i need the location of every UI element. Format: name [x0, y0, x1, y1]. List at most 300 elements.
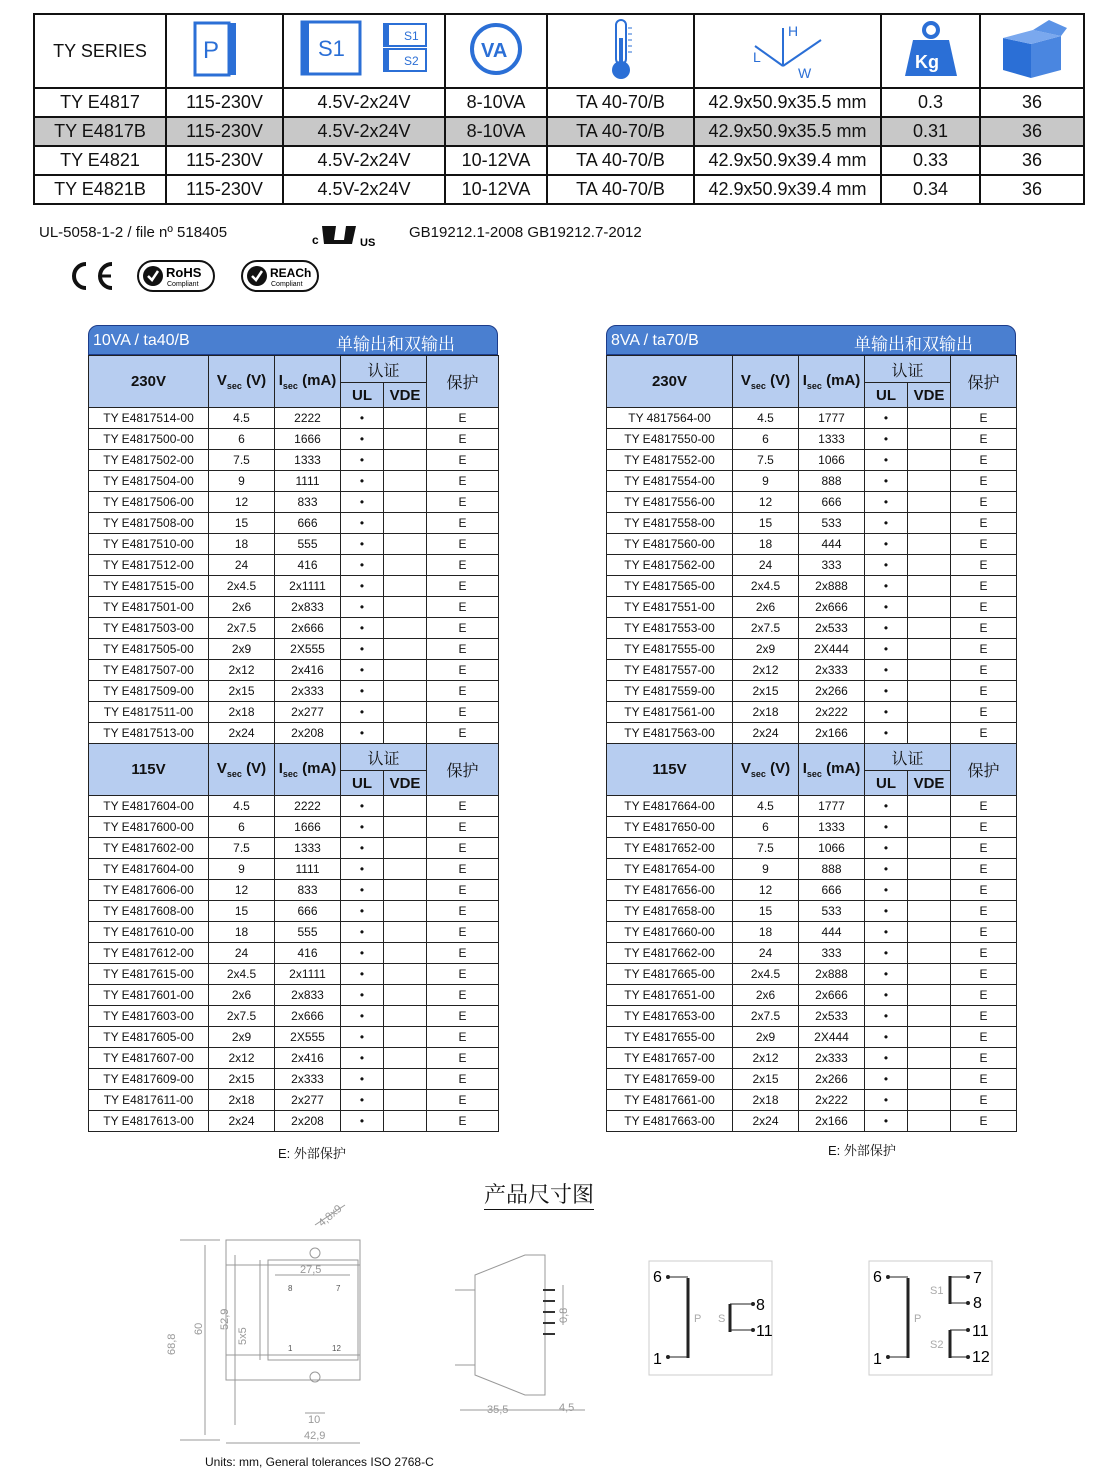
table-cell: •	[341, 964, 384, 985]
table-cell: •	[341, 660, 384, 681]
table-cell: TY E4817506-00	[89, 492, 209, 513]
table-row	[607, 1048, 1017, 1069]
primary-voltage-icon	[166, 14, 283, 88]
table-cell: E	[427, 1006, 499, 1027]
table-row	[89, 922, 499, 943]
table-cell: TY E4817563-00	[607, 723, 733, 744]
table-cell: TY E4817652-00	[607, 838, 733, 859]
table-cell: TY E4817604-00	[89, 796, 209, 817]
table-cell	[384, 723, 427, 744]
table-cell: TY E4817513-00	[89, 723, 209, 744]
table-row	[89, 492, 499, 513]
table-cell: E	[427, 450, 499, 471]
table-row	[607, 681, 1017, 702]
table-row	[89, 429, 499, 450]
table-cell: 2x7.5	[733, 1006, 799, 1027]
table-cell: 4.5	[733, 796, 799, 817]
table-row	[607, 429, 1017, 450]
table-row	[89, 639, 499, 660]
table-cell: 2x7.5	[209, 618, 275, 639]
table-cell	[908, 859, 951, 880]
table-cell: •	[341, 597, 384, 618]
table-row	[607, 450, 1017, 471]
summary-cell: 36	[980, 175, 1084, 204]
table-cell: 2x4.5	[209, 576, 275, 597]
table-row	[89, 555, 499, 576]
table-row	[607, 1027, 1017, 1048]
table-cell: TY E4817613-00	[89, 1111, 209, 1132]
table-cell: 2x24	[209, 1111, 275, 1132]
table-cell: 1666	[275, 429, 341, 450]
table-row	[89, 838, 499, 859]
table-cell	[908, 618, 951, 639]
svg-text:7: 7	[973, 1270, 982, 1287]
svg-text:1: 1	[288, 1344, 293, 1353]
svg-text:c: c	[312, 233, 319, 247]
table-cell: TY E4817552-00	[607, 450, 733, 471]
summary-cell: TY E4817	[34, 88, 166, 117]
table-cell: TY E4817551-00	[607, 597, 733, 618]
table-cell: 1111	[275, 859, 341, 880]
table-cell: 555	[275, 534, 341, 555]
table-cell: E	[427, 1027, 499, 1048]
table-cell	[908, 1090, 951, 1111]
gb-standards-text: GB19212.1-2008 GB19212.7-2012	[409, 224, 642, 241]
table-cell	[908, 702, 951, 723]
table-cell: E	[951, 681, 1017, 702]
summary-cell: 0.31	[881, 117, 980, 146]
table-cell: TY E4817504-00	[89, 471, 209, 492]
svg-text:42,9: 42,9	[304, 1430, 326, 1442]
table-row	[89, 1111, 499, 1132]
table-row	[89, 985, 499, 1006]
svg-text:0,8: 0,8	[558, 1307, 570, 1323]
table-cell: •	[341, 471, 384, 492]
table-cell: TY E4817503-00	[89, 618, 209, 639]
table-cell: •	[341, 513, 384, 534]
table-cell: TY E4817606-00	[89, 880, 209, 901]
table-cell: E	[951, 408, 1017, 429]
table-cell	[384, 880, 427, 901]
table-row	[607, 513, 1017, 534]
summary-cell: 4.5V-2x24V	[283, 175, 445, 204]
svg-text:4,5: 4,5	[559, 1402, 575, 1414]
table-cell: •	[865, 1069, 908, 1090]
table-cell: •	[341, 681, 384, 702]
table-cell: TY E4817603-00	[89, 1006, 209, 1027]
table-cell: 2x18	[733, 702, 799, 723]
table-cell	[384, 859, 427, 880]
table-cell: 24	[733, 555, 799, 576]
table-cell	[908, 922, 951, 943]
table-cell: TY E4817663-00	[607, 1111, 733, 1132]
table-cell: E	[427, 943, 499, 964]
table-cell	[384, 1027, 427, 1048]
table-cell: •	[341, 639, 384, 660]
table-cell: 2x333	[799, 660, 865, 681]
isec-header: $I_{sec}$ (mA)	[275, 744, 341, 796]
ul-header: UL	[341, 771, 384, 796]
table-cell	[384, 922, 427, 943]
summary-cell: 4.5V-2x24V	[283, 146, 445, 175]
table-cell: 2x6	[733, 597, 799, 618]
table-row	[607, 702, 1017, 723]
table-row	[607, 838, 1017, 859]
table-cell: TY E4817553-00	[607, 618, 733, 639]
table-cell: E	[951, 817, 1017, 838]
table-cell: 333	[799, 943, 865, 964]
table-cell: •	[865, 964, 908, 985]
table-cell: E	[427, 880, 499, 901]
table-row	[89, 450, 499, 471]
svg-text:12: 12	[972, 1349, 990, 1366]
table-cell: E	[951, 534, 1017, 555]
table-cell: E	[951, 859, 1017, 880]
table-cell: E	[427, 964, 499, 985]
summary-cell: 42.9x50.9x35.5 mm	[694, 117, 881, 146]
table-cell: 666	[275, 513, 341, 534]
temperature-icon	[547, 14, 694, 88]
svg-text:Kg: Kg	[914, 51, 939, 72]
table-cell: 18	[733, 922, 799, 943]
voltage-group-header: 115V	[89, 744, 209, 796]
table-cell: TY E4817612-00	[89, 943, 209, 964]
table-cell: •	[865, 922, 908, 943]
table-cell: 2222	[275, 796, 341, 817]
summary-cell: 0.3	[881, 88, 980, 117]
table-cell: 24	[209, 555, 275, 576]
table-cell: 4.5	[209, 408, 275, 429]
table-row	[89, 901, 499, 922]
table-cell	[908, 429, 951, 450]
table-cell: E	[427, 639, 499, 660]
table-cell	[908, 943, 951, 964]
table-cell: TY E4817512-00	[89, 555, 209, 576]
table-row	[607, 1069, 1017, 1090]
table-cell: E	[951, 702, 1017, 723]
table-cell: 1066	[799, 838, 865, 859]
table-cell: E	[951, 985, 1017, 1006]
table-cell	[908, 1048, 951, 1069]
table-cell: 2x277	[275, 702, 341, 723]
table-cell: 2x4.5	[733, 576, 799, 597]
table-row	[607, 817, 1017, 838]
series-summary-table	[33, 13, 1085, 205]
table-cell: •	[865, 723, 908, 744]
svg-text:S1: S1	[318, 35, 345, 61]
spec-header-row	[607, 744, 1017, 771]
svg-text:S2: S2	[930, 1339, 944, 1351]
spec-output-type: 单输出和双输出	[854, 335, 973, 354]
svg-text:H: H	[787, 22, 798, 39]
table-cell: 2x18	[209, 702, 275, 723]
table-cell: 444	[799, 534, 865, 555]
svg-text:REACh: REACh	[270, 266, 312, 280]
table-row	[607, 859, 1017, 880]
table-row	[607, 597, 1017, 618]
svg-text:S2: S2	[404, 53, 419, 68]
table-cell: 2x666	[799, 597, 865, 618]
table-cell: •	[341, 723, 384, 744]
table-cell: •	[865, 450, 908, 471]
table-row	[607, 1090, 1017, 1111]
front-view-drawing	[160, 1195, 400, 1450]
table-cell: 2X555	[275, 1027, 341, 1048]
table-cell: E	[427, 922, 499, 943]
table-cell: •	[865, 534, 908, 555]
ce-mark	[68, 260, 118, 297]
table-cell: 2x12	[209, 660, 275, 681]
table-cell: 12	[209, 492, 275, 513]
table-cell: E	[427, 817, 499, 838]
table-cell: 2x9	[733, 1027, 799, 1048]
voltage-group-header: 230V	[607, 356, 733, 408]
summary-cell: 8-10VA	[445, 117, 547, 146]
vde-header: VDE	[908, 771, 951, 796]
table-cell	[908, 534, 951, 555]
svg-text:12: 12	[332, 1344, 341, 1353]
table-cell: TY E4817515-00	[89, 576, 209, 597]
table-cell: •	[341, 555, 384, 576]
table-cell: 7.5	[209, 450, 275, 471]
protection-header: 保护	[951, 744, 1017, 796]
table-row	[89, 702, 499, 723]
summary-cell: TA 40-70/B	[547, 146, 694, 175]
units-note: Units: mm, General tolerances ISO 2768-C	[205, 1455, 434, 1469]
table-row	[89, 1090, 499, 1111]
table-cell: 15	[733, 901, 799, 922]
table-cell: TY E4817655-00	[607, 1027, 733, 1048]
table-cell: 2x1111	[275, 964, 341, 985]
spec-rating-label: 8VA / ta70/B	[611, 332, 699, 349]
summary-row	[34, 88, 1084, 117]
table-cell: •	[341, 408, 384, 429]
table-cell: •	[341, 1006, 384, 1027]
table-cell: •	[341, 1048, 384, 1069]
table-cell: 666	[799, 880, 865, 901]
protection-header: 保护	[427, 356, 499, 408]
table-cell: •	[865, 901, 908, 922]
table-row	[607, 880, 1017, 901]
svg-text:10: 10	[308, 1414, 321, 1426]
table-cell: 6	[733, 817, 799, 838]
table-cell: 2x208	[275, 723, 341, 744]
table-cell: 2x12	[733, 1048, 799, 1069]
table-cell: 2x18	[733, 1090, 799, 1111]
protection-header: 保护	[951, 356, 1017, 408]
table-cell: E	[951, 723, 1017, 744]
table-cell	[384, 681, 427, 702]
table-cell: TY 4817564-00	[607, 408, 733, 429]
table-cell: E	[951, 471, 1017, 492]
table-cell	[908, 681, 951, 702]
table-cell: E	[951, 1111, 1017, 1132]
isec-header: $I_{sec}$ (mA)	[275, 356, 341, 408]
table-cell: •	[865, 513, 908, 534]
svg-text:35,5: 35,5	[487, 1404, 509, 1416]
table-cell: •	[341, 492, 384, 513]
table-cell: 533	[799, 901, 865, 922]
table-cell: 9	[209, 859, 275, 880]
table-cell: 6	[209, 429, 275, 450]
table-cell	[384, 1111, 427, 1132]
reach-compliant-logo	[240, 259, 320, 298]
table-cell: E	[951, 555, 1017, 576]
table-cell: TY E4817500-00	[89, 429, 209, 450]
table-cell: TY E4817664-00	[607, 796, 733, 817]
summary-row	[34, 146, 1084, 175]
table-cell	[908, 660, 951, 681]
table-cell: 2x9	[209, 639, 275, 660]
table-cell: •	[341, 943, 384, 964]
table-cell	[908, 985, 951, 1006]
table-cell: E	[427, 408, 499, 429]
table-row	[607, 492, 1017, 513]
table-cell: 15	[733, 513, 799, 534]
table-cell	[908, 1069, 951, 1090]
table-cell: TY E4817615-00	[89, 964, 209, 985]
table-cell: 1777	[799, 796, 865, 817]
table-cell	[908, 576, 951, 597]
table-cell: 1333	[799, 429, 865, 450]
table-cell: •	[865, 597, 908, 618]
table-cell: 2x166	[799, 1111, 865, 1132]
table-cell: E	[951, 597, 1017, 618]
table-cell: 2x15	[733, 1069, 799, 1090]
table-cell: 2x333	[275, 1069, 341, 1090]
table-cell: TY E4817565-00	[607, 576, 733, 597]
ul-file-text: UL-5058-1-2 / file nº 518405	[39, 224, 228, 241]
table-cell: •	[865, 1006, 908, 1027]
table-cell: TY E4817510-00	[89, 534, 209, 555]
table-cell	[908, 1006, 951, 1027]
table-cell: TY E4817600-00	[89, 817, 209, 838]
table-cell: 2X444	[799, 1027, 865, 1048]
table-cell: E	[427, 492, 499, 513]
svg-text:P: P	[202, 36, 219, 64]
table-row	[607, 901, 1017, 922]
summary-cell: 0.34	[881, 175, 980, 204]
table-cell: E	[427, 534, 499, 555]
table-cell: •	[865, 985, 908, 1006]
table-cell	[908, 838, 951, 859]
table-cell: 2x833	[275, 597, 341, 618]
svg-text:11: 11	[972, 1323, 989, 1340]
table-cell: 2x222	[799, 702, 865, 723]
summary-cell: 42.9x50.9x39.4 mm	[694, 146, 881, 175]
protection-footnote: E: 外部保护	[828, 1143, 896, 1158]
table-row	[89, 597, 499, 618]
table-cell: •	[865, 660, 908, 681]
table-cell	[908, 450, 951, 471]
table-cell: 9	[209, 471, 275, 492]
table-cell: TY E4817501-00	[89, 597, 209, 618]
spec-rating-label: 10VA / ta40/B	[93, 332, 190, 349]
table-cell: 2x12	[209, 1048, 275, 1069]
table-cell	[384, 1006, 427, 1027]
table-cell: •	[341, 618, 384, 639]
table-row	[89, 1006, 499, 1027]
table-cell: TY E4817657-00	[607, 1048, 733, 1069]
table-cell: 2X555	[275, 639, 341, 660]
table-cell: E	[427, 723, 499, 744]
table-cell: •	[341, 859, 384, 880]
table-cell	[384, 513, 427, 534]
table-cell: TY E4817608-00	[89, 901, 209, 922]
table-cell: E	[951, 492, 1017, 513]
ul-recognized-mark	[312, 222, 378, 253]
summary-cell: 36	[980, 117, 1084, 146]
table-cell: 1777	[799, 408, 865, 429]
table-cell: E	[427, 838, 499, 859]
table-cell: E	[951, 1006, 1017, 1027]
summary-cell: 42.9x50.9x35.5 mm	[694, 88, 881, 117]
summary-row	[34, 117, 1084, 146]
table-cell: 666	[799, 492, 865, 513]
table-cell: TY E4817514-00	[89, 408, 209, 429]
table-cell: TY E4817601-00	[89, 985, 209, 1006]
table-cell: TY E4817554-00	[607, 471, 733, 492]
table-cell: •	[865, 639, 908, 660]
table-cell: 2X444	[799, 639, 865, 660]
table-cell: •	[865, 1111, 908, 1132]
vsec-header: $V_{sec}$ (V)	[209, 744, 275, 796]
table-cell: E	[427, 702, 499, 723]
va-rating-icon	[445, 14, 547, 88]
table-cell: E	[951, 964, 1017, 985]
svg-text:8: 8	[973, 1295, 982, 1312]
table-cell: 2x833	[275, 985, 341, 1006]
table-cell: •	[341, 985, 384, 1006]
svg-text:Compliant: Compliant	[167, 281, 199, 288]
table-cell: E	[951, 1027, 1017, 1048]
table-cell: 6	[209, 817, 275, 838]
table-cell: 416	[275, 555, 341, 576]
table-cell: TY E4817607-00	[89, 1048, 209, 1069]
table-cell: 4.5	[733, 408, 799, 429]
table-row	[89, 618, 499, 639]
table-cell: E	[951, 901, 1017, 922]
svg-text:W: W	[797, 64, 811, 81]
table-cell	[384, 964, 427, 985]
table-cell: 18	[209, 922, 275, 943]
summary-cell: TY E4817B	[34, 117, 166, 146]
table-cell: 2x416	[275, 660, 341, 681]
table-cell: •	[865, 492, 908, 513]
table-cell: 2x7.5	[209, 1006, 275, 1027]
table-cell: 833	[275, 880, 341, 901]
table-cell: TY E4817659-00	[607, 1069, 733, 1090]
table-cell: •	[865, 817, 908, 838]
dimensions-icon	[694, 14, 881, 88]
table-cell: E	[951, 576, 1017, 597]
table-row	[89, 576, 499, 597]
table-cell: 2x6	[209, 597, 275, 618]
spec-grid	[606, 355, 1017, 1132]
table-cell: 2x9	[733, 639, 799, 660]
table-row	[89, 408, 499, 429]
table-cell: E	[427, 471, 499, 492]
table-cell: 24	[733, 943, 799, 964]
table-cell: 2x266	[799, 681, 865, 702]
ul-header: UL	[865, 771, 908, 796]
summary-cell: TA 40-70/B	[547, 117, 694, 146]
table-cell: •	[865, 1048, 908, 1069]
table-cell: 1333	[275, 450, 341, 471]
table-cell: •	[865, 702, 908, 723]
summary-cell: 115-230V	[166, 88, 283, 117]
table-cell	[384, 1090, 427, 1111]
